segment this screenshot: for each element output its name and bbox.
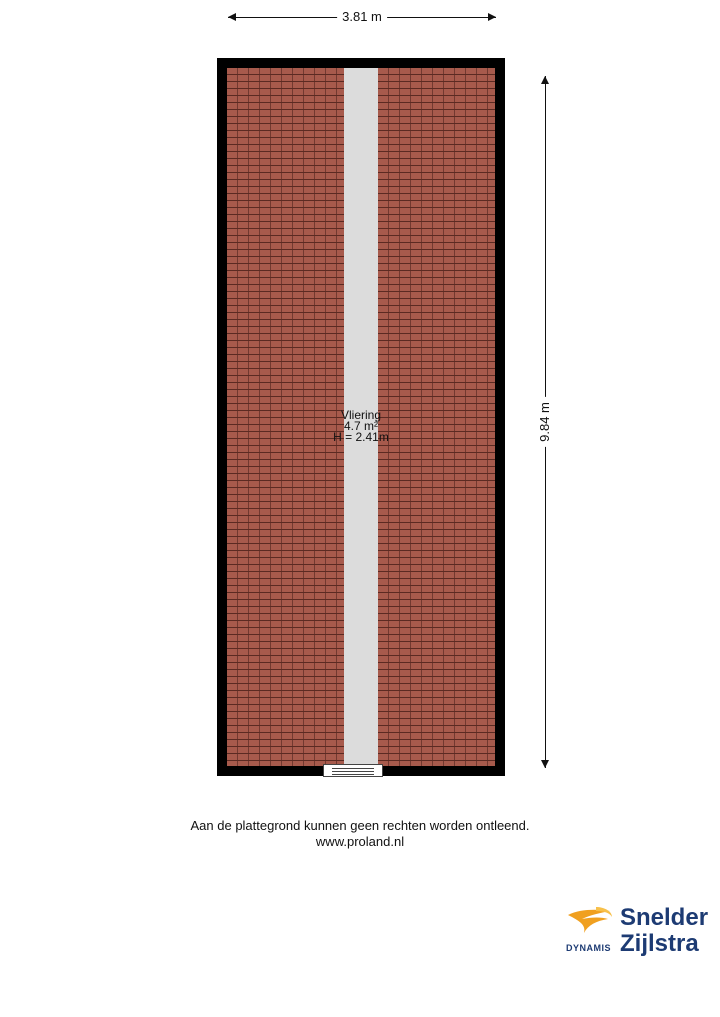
room-area: 4.7 m² (343, 419, 378, 433)
logo-line1: Snelder (620, 904, 709, 931)
arrow-right-icon (488, 13, 496, 21)
height-dimension-label: 9.84 m (538, 397, 552, 447)
arrow-up-icon (541, 76, 549, 84)
arrow-down-icon (541, 760, 549, 768)
height-dimension (538, 76, 552, 768)
website-text: www.proland.nl (315, 834, 405, 849)
room-name: Vliering (340, 408, 382, 422)
logo-wordmark (620, 905, 708, 957)
stair-step (332, 771, 374, 772)
width-dimension (228, 10, 496, 24)
logo-line2: Zijlstra (620, 930, 699, 957)
logo-tagline: DYNAMIS (566, 943, 612, 953)
disclaimer-text: Aan de plattegrond kunnen geen rechten worden ontleend. (190, 818, 530, 833)
stair-step (332, 768, 374, 769)
stair-step (332, 774, 374, 775)
room-height: H = 2.41m (333, 430, 389, 444)
stair-hatch-icon (323, 764, 383, 777)
company-logo (566, 905, 714, 959)
arrow-left-icon (228, 13, 236, 21)
flame-icon (566, 905, 614, 935)
room-label (300, 410, 422, 443)
width-dimension-label: 3.81 m (337, 10, 387, 24)
